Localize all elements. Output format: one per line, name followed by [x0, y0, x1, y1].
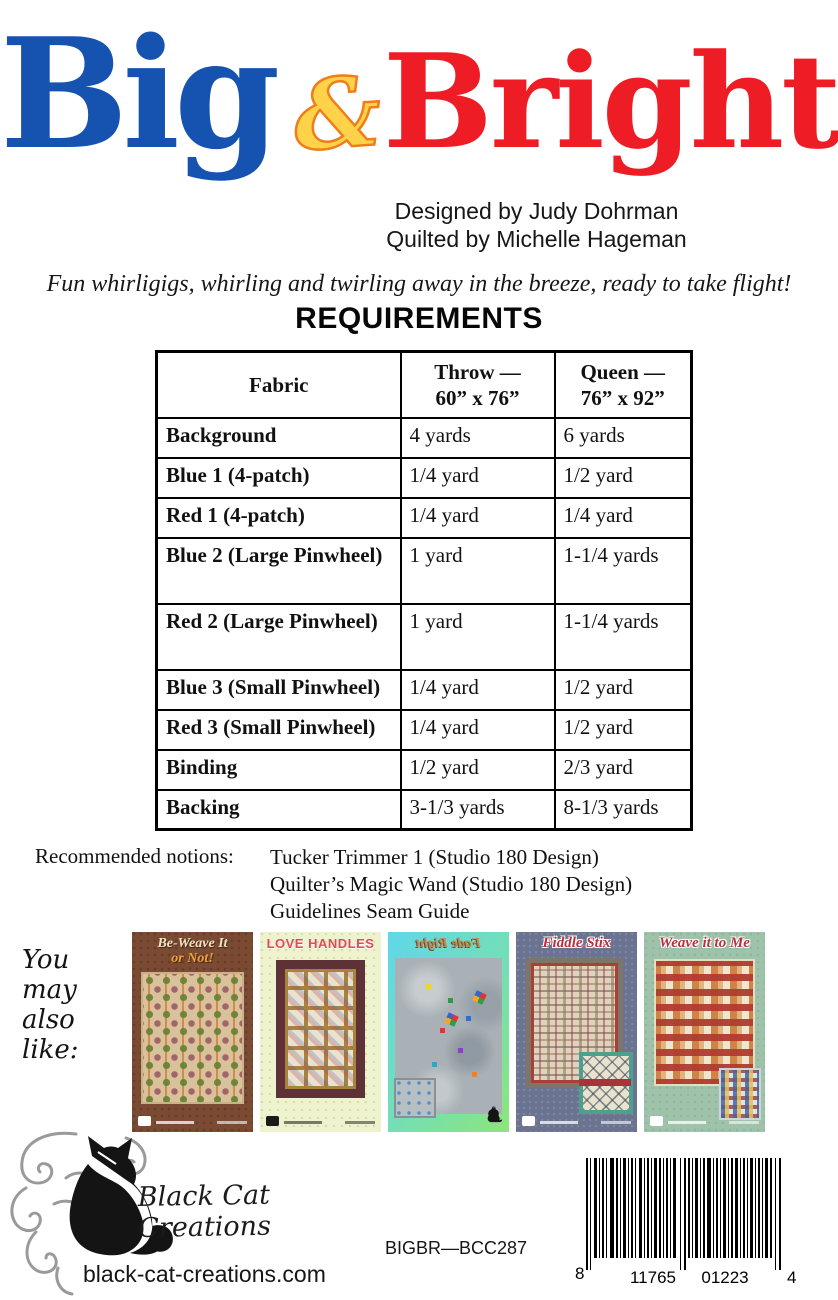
- decoration: [217, 1121, 247, 1124]
- queen-cell: 1/2 yard: [555, 458, 692, 498]
- quilt-image: [654, 959, 755, 1086]
- throw-cell: 1/4 yard: [401, 458, 555, 498]
- thumbnail-footer: [260, 1110, 381, 1132]
- decoration: [345, 1121, 375, 1124]
- designed-by-line: Designed by Judy Dohrman: [394, 198, 679, 224]
- table-header-row: [157, 352, 692, 418]
- quilt-image: [276, 960, 365, 1098]
- throw-cell: 1/4 yard: [401, 670, 555, 710]
- fabric-cell: Backing: [157, 790, 401, 830]
- queen-cell: 1-1/4 yards: [555, 538, 692, 604]
- requirements-heading: REQUIREMENTS: [295, 302, 543, 335]
- decoration: [729, 1121, 759, 1124]
- table-row: [157, 790, 692, 830]
- cat-silhouette-icon: [485, 1104, 503, 1124]
- thumbnail-be-weave-it-or-not: [132, 932, 253, 1132]
- header-queen: [555, 352, 692, 418]
- decoration: [458, 1048, 463, 1053]
- table-row: [157, 750, 692, 790]
- barcode-digit-trail: 4: [787, 1268, 797, 1287]
- decoration: [432, 1062, 437, 1067]
- table-row: [157, 538, 692, 604]
- thumbnail-title: Weave it to Me: [659, 935, 750, 951]
- decoration: [668, 1121, 706, 1124]
- decoration: [138, 1116, 151, 1126]
- notion-item: Guidelines Seam Guide: [270, 899, 470, 923]
- title-word-bright: Bright: [382, 25, 838, 178]
- decoration: [466, 1016, 471, 1021]
- header-throw-line2: 60” x 76”: [435, 385, 520, 410]
- throw-cell: 1/4 yard: [401, 710, 555, 750]
- decoration: [156, 1121, 194, 1124]
- header-queen-line2: 76” x 92”: [580, 385, 665, 410]
- item-code: BIGBR—BCC287: [385, 1238, 528, 1258]
- decoration: [522, 1116, 535, 1126]
- notions-label: Recommended notions:: [35, 844, 234, 868]
- table-row: [157, 458, 692, 498]
- table-row: [157, 604, 692, 670]
- decoration: [540, 1121, 578, 1124]
- fabric-cell: Binding: [157, 750, 401, 790]
- queen-cell: 6 yards: [555, 418, 692, 458]
- queen-cell: 1/2 yard: [555, 710, 692, 750]
- decoration: [426, 984, 431, 989]
- pattern-title: [0, 4, 838, 203]
- byline-block: [235, 197, 838, 253]
- thumbnail-title-line1: Be-Weave It: [157, 936, 228, 951]
- publisher-footer: [0, 1128, 838, 1300]
- fabric-cell: Blue 2 (Large Pinwheel): [157, 538, 401, 604]
- queen-cell: 1/2 yard: [555, 670, 692, 710]
- table-row: [157, 498, 692, 538]
- also-like-label: [0, 932, 132, 1132]
- title-word-big: Big: [0, 4, 275, 183]
- thumbnail-weave-it-to-me: [644, 932, 765, 1132]
- barcode-digit-group1: 11765: [629, 1268, 676, 1287]
- notions-section: [35, 844, 632, 925]
- requirements-table: [155, 350, 693, 831]
- title-ampersand: &: [290, 54, 385, 173]
- thumbnail-row: [132, 932, 765, 1132]
- throw-cell: 1/4 yard: [401, 498, 555, 538]
- notion-item: Quilter’s Magic Wand (Studio 180 Design): [270, 872, 633, 896]
- also-like-section: [0, 932, 838, 1132]
- thumbnail-title: Fiddle Stix: [542, 935, 611, 951]
- upc-barcode: [573, 1152, 823, 1294]
- throw-cell: 3-1/3 yards: [401, 790, 555, 830]
- queen-cell: 1-1/4 yards: [555, 604, 692, 670]
- thumbnail-footer: [644, 1110, 765, 1132]
- fabric-cell: Blue 3 (Small Pinwheel): [157, 670, 401, 710]
- thumbnail-title-line2: or Not!: [171, 951, 214, 966]
- ribbon-decoration: [579, 1079, 631, 1086]
- inset-quilt: [394, 1078, 436, 1118]
- decoration: [440, 1028, 445, 1033]
- fabric-cell: Red 1 (4-patch): [157, 498, 401, 538]
- barcode-digit-lead: 8: [575, 1264, 585, 1283]
- thumbnail-love-handles: [260, 932, 381, 1132]
- throw-cell: 1 yard: [401, 604, 555, 670]
- decoration: [601, 1121, 631, 1124]
- fabric-cell: Blue 1 (4-patch): [157, 458, 401, 498]
- throw-cell: 1 yard: [401, 538, 555, 604]
- fabric-cell: Red 3 (Small Pinwheel): [157, 710, 401, 750]
- thumbnail-title: LOVE HANDLES: [266, 936, 375, 951]
- thumbnail-footer: [132, 1110, 253, 1132]
- brand-name: Black Cat Creations: [137, 1179, 272, 1245]
- thumbnail-fiddle-stix: [516, 932, 637, 1132]
- notion-item: Tucker Trimmer 1 (Studio 180 Design): [270, 845, 599, 869]
- quilted-by-line: Quilted by Michelle Hageman: [386, 226, 687, 252]
- thumbnail-footer: [516, 1110, 637, 1132]
- decoration: [650, 1116, 663, 1126]
- website-url: black-cat-creations.com: [83, 1261, 326, 1287]
- thumbnail-title: [132, 936, 253, 966]
- queen-cell: 2/3 yard: [555, 750, 692, 790]
- fabric-cell: Red 2 (Large Pinwheel): [157, 604, 401, 670]
- barcode-digit-group2: 01223: [701, 1268, 749, 1287]
- header-fabric: Fabric: [157, 352, 401, 418]
- thumbnail-fade-right: [388, 932, 509, 1132]
- notions-list: [270, 844, 632, 925]
- header-throw: [401, 352, 555, 418]
- throw-cell: 1/2 yard: [401, 750, 555, 790]
- queen-cell: 1/4 yard: [555, 498, 692, 538]
- table-row: [157, 418, 692, 458]
- quilt-image: [141, 972, 244, 1104]
- header-queen-line1: Queen —: [580, 359, 666, 384]
- header-throw-line1: Throw —: [434, 359, 521, 384]
- table-row: [157, 710, 692, 750]
- throw-cell: 4 yards: [401, 418, 555, 458]
- also-like-label-line1: You may: [22, 945, 77, 1005]
- decoration: [448, 998, 453, 1003]
- decoration: [284, 1121, 322, 1124]
- queen-cell: 8-1/3 yards: [555, 790, 692, 830]
- decoration: [266, 1116, 279, 1126]
- decoration: [472, 1072, 477, 1077]
- fabric-cell: Background: [157, 418, 401, 458]
- table-row: [157, 670, 692, 710]
- also-like-label-line2: also like:: [22, 1005, 79, 1065]
- tagline: Fun whirligigs, whirling and twirling away in the breeze, ready to take flight!: [46, 271, 792, 297]
- decoration: [285, 969, 356, 1089]
- thumbnail-title-mirrored: Fade Right: [416, 936, 481, 951]
